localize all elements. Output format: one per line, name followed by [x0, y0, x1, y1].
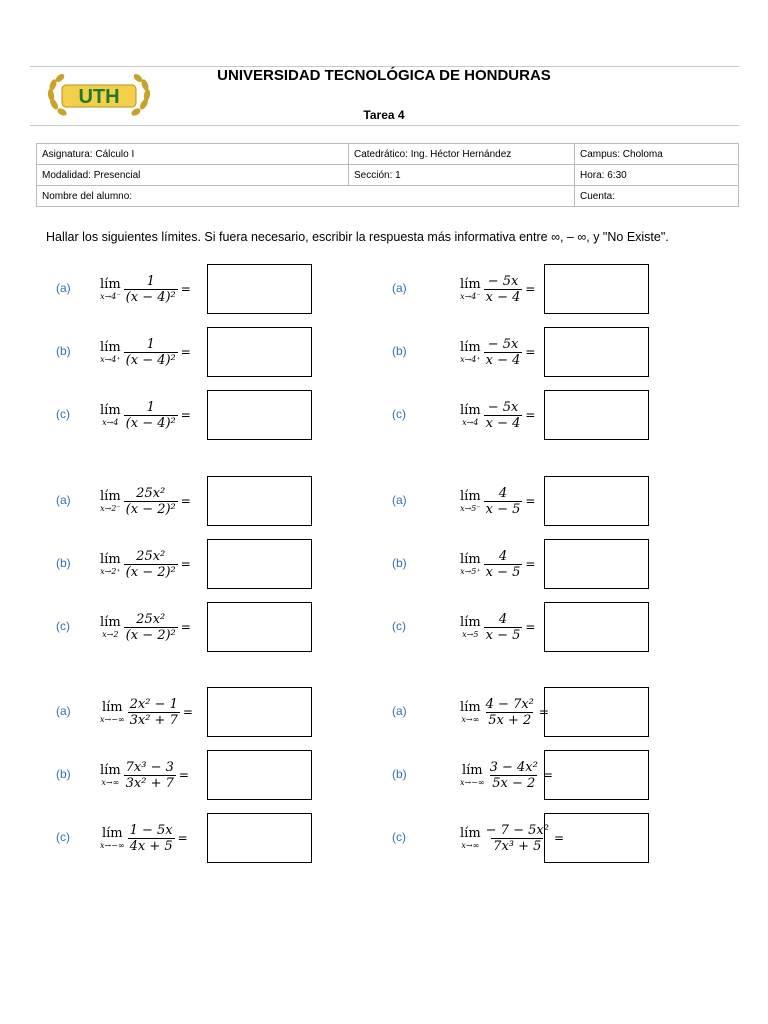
answer-box[interactable]	[207, 687, 312, 737]
denominator: x − 4	[485, 415, 521, 431]
limit-operator	[100, 278, 121, 301]
limit-subscript: x→5	[462, 629, 479, 639]
university-title: UNIVERSIDAD TECNOLÓGICA DE HONDURAS	[217, 67, 551, 84]
denominator: x − 5	[485, 501, 521, 517]
limit-expression	[100, 264, 191, 314]
answer-box[interactable]	[207, 327, 312, 377]
limit-word: lím	[461, 762, 483, 778]
answer-box[interactable]	[207, 539, 312, 589]
numerator: 3 − 4x²	[489, 759, 538, 775]
problem-label: (b)	[56, 344, 71, 358]
limit-expression	[100, 750, 189, 800]
limit-operator	[460, 764, 485, 787]
answer-box[interactable]	[207, 476, 312, 526]
numerator: − 5x	[487, 273, 519, 289]
equals-sign: =	[525, 557, 536, 571]
limit-subscript: x→∞	[461, 840, 480, 850]
subject-cell: Asignatura: Cálculo I	[37, 144, 349, 165]
limit-word: lím	[460, 614, 481, 630]
limit-subscript: x→∞	[101, 777, 120, 787]
limit-operator	[100, 553, 121, 576]
equals-sign: =	[178, 768, 189, 782]
fraction	[124, 760, 176, 791]
logo-text: UTH	[78, 86, 120, 108]
limit-word: lím	[100, 276, 121, 292]
equals-sign: =	[180, 620, 191, 634]
time-cell: Hora: 6:30	[575, 165, 739, 186]
denominator: (x − 4)²	[125, 352, 176, 368]
problem-label: (c)	[392, 830, 406, 844]
info-table	[36, 143, 739, 207]
equals-sign: =	[180, 282, 191, 296]
denominator: 3x² + 7	[129, 712, 178, 728]
answer-box[interactable]	[207, 264, 312, 314]
limit-word: lím	[100, 614, 121, 630]
limit-operator	[460, 553, 481, 576]
denominator: (x − 2)²	[125, 627, 176, 643]
limit-subscript: x→−∞	[460, 777, 485, 787]
answer-box[interactable]	[544, 264, 649, 314]
limit-expression	[460, 750, 553, 800]
problem-label: (a)	[56, 493, 71, 507]
numerator: 2x² − 1	[129, 696, 178, 712]
limit-expression	[460, 539, 535, 589]
limit-subscript: x→4	[462, 417, 479, 427]
problem-label: (c)	[392, 407, 406, 421]
numerator: 1	[146, 399, 155, 415]
limit-expression	[460, 476, 535, 526]
numerator: − 7 − 5x²	[485, 822, 549, 838]
equals-sign: =	[538, 705, 549, 719]
limit-expression	[460, 687, 549, 737]
problem-label: (c)	[56, 407, 70, 421]
professor-cell: Catedrático: Ing. Héctor Hernández	[349, 144, 575, 165]
limit-subscript: x→5⁻	[460, 503, 481, 513]
fraction	[488, 760, 540, 791]
limit-operator	[460, 490, 481, 513]
limit-expression	[100, 539, 191, 589]
answer-box[interactable]	[207, 602, 312, 652]
numerator: − 5x	[487, 336, 519, 352]
answer-box[interactable]	[544, 813, 649, 863]
limit-word: lím	[101, 825, 123, 841]
problem-label: (c)	[392, 619, 406, 633]
denominator: x − 4	[485, 352, 521, 368]
limit-operator	[100, 404, 121, 427]
fraction	[484, 486, 523, 517]
problem-label: (a)	[392, 704, 407, 718]
table-row	[37, 165, 739, 186]
limit-expression	[100, 602, 191, 652]
fraction	[124, 274, 178, 305]
denominator: 7x³ + 5	[493, 838, 542, 854]
limit-word: lím	[460, 488, 481, 504]
limit-expression	[100, 813, 188, 863]
numerator: − 5x	[487, 399, 519, 415]
limit-operator	[100, 616, 121, 639]
problem-label: (b)	[56, 767, 71, 781]
denominator: x − 5	[485, 564, 521, 580]
fraction	[124, 400, 178, 431]
limit-word: lím	[100, 762, 121, 778]
limit-expression	[100, 687, 193, 737]
numerator: 7x³ − 3	[125, 759, 174, 775]
table-row	[37, 186, 739, 207]
limit-subscript: x→4⁺	[460, 354, 481, 364]
limit-subscript: x→4⁻	[100, 291, 121, 301]
equals-sign: =	[180, 408, 191, 422]
limit-word: lím	[460, 402, 481, 418]
fraction	[484, 400, 523, 431]
numerator: 4 − 7x²	[485, 696, 534, 712]
limit-word: lím	[460, 551, 481, 567]
limit-subscript: x→∞	[461, 714, 480, 724]
denominator: 5x + 2	[488, 712, 532, 728]
limit-subscript: x→2	[102, 629, 119, 639]
problem-label: (b)	[56, 556, 71, 570]
numerator: 25x²	[136, 548, 166, 564]
answer-box[interactable]	[207, 750, 312, 800]
limit-expression	[460, 264, 535, 314]
limit-word: lím	[101, 699, 123, 715]
fraction	[484, 549, 523, 580]
limit-subscript: x→4	[102, 417, 119, 427]
limit-word: lím	[460, 339, 481, 355]
equals-sign: =	[525, 494, 536, 508]
problem-label: (a)	[56, 281, 71, 295]
limit-operator	[100, 764, 121, 787]
equals-sign: =	[525, 282, 536, 296]
numerator: 25x²	[136, 485, 166, 501]
limit-expression	[100, 327, 191, 377]
problem-label: (a)	[56, 704, 71, 718]
numerator: 4	[498, 548, 508, 564]
answer-box[interactable]	[207, 390, 312, 440]
limit-word: lím	[100, 339, 121, 355]
numerator: 25x²	[136, 611, 166, 627]
limit-operator	[460, 404, 481, 427]
numerator: 1	[146, 273, 155, 289]
fraction	[128, 697, 180, 728]
limit-word: lím	[460, 699, 481, 715]
limit-subscript: x→2⁻	[100, 503, 121, 513]
equals-sign: =	[177, 831, 188, 845]
assignment-title: Tarea 4	[363, 108, 405, 122]
limit-word: lím	[100, 551, 121, 567]
answer-box[interactable]	[207, 813, 312, 863]
problem-label: (b)	[392, 344, 407, 358]
denominator: 3x² + 7	[125, 775, 174, 791]
limit-expression	[460, 390, 535, 440]
fraction	[124, 549, 178, 580]
limit-word: lím	[100, 488, 121, 504]
numerator: 1	[146, 336, 155, 352]
limit-expression	[460, 327, 535, 377]
limit-subscript: x→4⁻	[460, 291, 481, 301]
limit-expression	[100, 390, 191, 440]
limit-subscript: x→−∞	[100, 714, 125, 724]
problem-label: (c)	[56, 619, 70, 633]
limit-operator	[460, 827, 481, 850]
answer-box[interactable]	[544, 476, 649, 526]
limit-operator	[100, 341, 121, 364]
header-rule	[30, 125, 739, 126]
denominator: x − 5	[485, 627, 521, 643]
fraction	[484, 823, 551, 854]
answer-box[interactable]	[544, 687, 649, 737]
equals-sign: =	[182, 705, 193, 719]
table-row	[37, 144, 739, 165]
denominator: 4x + 5	[129, 838, 173, 854]
answer-box[interactable]	[544, 327, 649, 377]
numerator: 1 − 5x	[129, 822, 173, 838]
equals-sign: =	[525, 620, 536, 634]
fraction	[484, 337, 523, 368]
limit-operator	[100, 701, 125, 724]
limit-word: lím	[460, 276, 481, 292]
account-cell: Cuenta:	[575, 186, 739, 207]
limit-expression	[100, 476, 191, 526]
modality-cell: Modalidad: Presencial	[37, 165, 349, 186]
instructions: Hallar los siguientes límites. Si fuera necesario, escribir la respuesta más informativa entre ∞, – ∞, y "No Existe".	[46, 230, 669, 244]
fraction	[124, 337, 178, 368]
problem-label: (a)	[392, 493, 407, 507]
problem-label: (b)	[392, 767, 407, 781]
answer-box[interactable]	[544, 750, 649, 800]
answer-box[interactable]	[544, 602, 649, 652]
section-cell: Sección: 1	[349, 165, 575, 186]
fraction	[484, 697, 536, 728]
limit-operator	[460, 278, 481, 301]
limit-operator	[460, 341, 481, 364]
denominator: (x − 4)²	[125, 289, 176, 305]
fraction	[124, 612, 178, 643]
limit-subscript: x→−∞	[100, 840, 125, 850]
limit-operator	[460, 701, 481, 724]
fraction	[128, 823, 175, 854]
fraction	[484, 612, 523, 643]
equals-sign: =	[180, 494, 191, 508]
denominator: x − 4	[485, 289, 521, 305]
equals-sign: =	[180, 557, 191, 571]
fraction	[484, 274, 523, 305]
numerator: 4	[498, 611, 508, 627]
answer-box[interactable]	[544, 539, 649, 589]
fraction	[124, 486, 178, 517]
equals-sign: =	[553, 831, 564, 845]
limit-operator	[100, 490, 121, 513]
limit-operator	[100, 827, 125, 850]
answer-box[interactable]	[544, 390, 649, 440]
limit-subscript: x→2⁺	[100, 566, 121, 576]
limit-word: lím	[100, 402, 121, 418]
denominator: (x − 2)²	[125, 501, 176, 517]
equals-sign: =	[542, 768, 553, 782]
equals-sign: =	[525, 345, 536, 359]
numerator: 4	[498, 485, 508, 501]
limit-word: lím	[460, 825, 481, 841]
problem-label: (a)	[392, 281, 407, 295]
equals-sign: =	[525, 408, 536, 422]
student-name-cell: Nombre del alumno:	[37, 186, 575, 207]
problem-label: (c)	[56, 830, 70, 844]
denominator: (x − 2)²	[125, 564, 176, 580]
limit-expression	[460, 602, 535, 652]
limit-operator	[460, 616, 481, 639]
denominator: (x − 4)²	[125, 415, 176, 431]
denominator: 5x − 2	[492, 775, 536, 791]
equals-sign: =	[180, 345, 191, 359]
limit-subscript: x→5⁺	[460, 566, 481, 576]
campus-cell: Campus: Choloma	[575, 144, 739, 165]
limit-subscript: x→4⁺	[100, 354, 121, 364]
problem-label: (b)	[392, 556, 407, 570]
